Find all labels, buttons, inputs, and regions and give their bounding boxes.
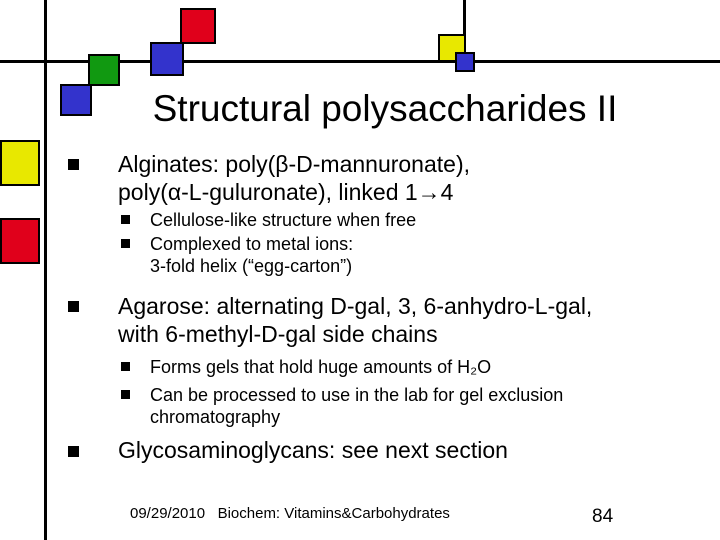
decor-square-yellow-side [0, 140, 40, 186]
decor-square-blue-left [60, 84, 92, 116]
bullet-2-text: Agarose: alternating D-gal, 3, 6-anhydro-L-gal, with 6-methyl-D-gal side chains [118, 293, 593, 347]
bullet-3-text: Glycosaminoglycans: see next section [118, 437, 508, 463]
bullet-1-text: Alginates: poly(β-D-mannuronate), poly(α-L-guluronate), linked 1→4 [118, 151, 470, 205]
decor-vertical-line [44, 0, 47, 540]
bullet-marker [68, 446, 79, 457]
bullet-2-sub-1: Forms gels that hold huge amounts of H₂O [150, 357, 492, 377]
bullet-2-sub-2: Can be processed to use in the lab for gel exclusion chromatography [150, 385, 564, 427]
slide-title: Structural polysaccharides II [152, 88, 618, 129]
sub-bullet-marker [121, 362, 130, 371]
sub-bullet-marker [121, 390, 130, 399]
bullet-1-sub-2: Complexed to metal ions: 3-fold helix (“egg-carton”) [150, 234, 354, 276]
sub-bullet-marker [121, 215, 130, 224]
bullet-1-sub-1: Cellulose-like structure when free [150, 210, 417, 230]
page-number: 84 [592, 506, 614, 527]
sub-bullet-marker [121, 239, 130, 248]
decor-vline-right [463, 0, 466, 34]
decor-square-blue-top [150, 42, 184, 76]
bullet-marker [68, 301, 79, 312]
bullet-marker [68, 159, 79, 170]
decor-square-red-top [180, 8, 216, 44]
slide-footer: 09/29/2010 Biochem: Vitamins&Carbohydrates [130, 505, 450, 522]
decor-square-green [88, 54, 120, 86]
decor-square-red-side [0, 218, 40, 264]
decor-square-blue-right [455, 52, 475, 72]
